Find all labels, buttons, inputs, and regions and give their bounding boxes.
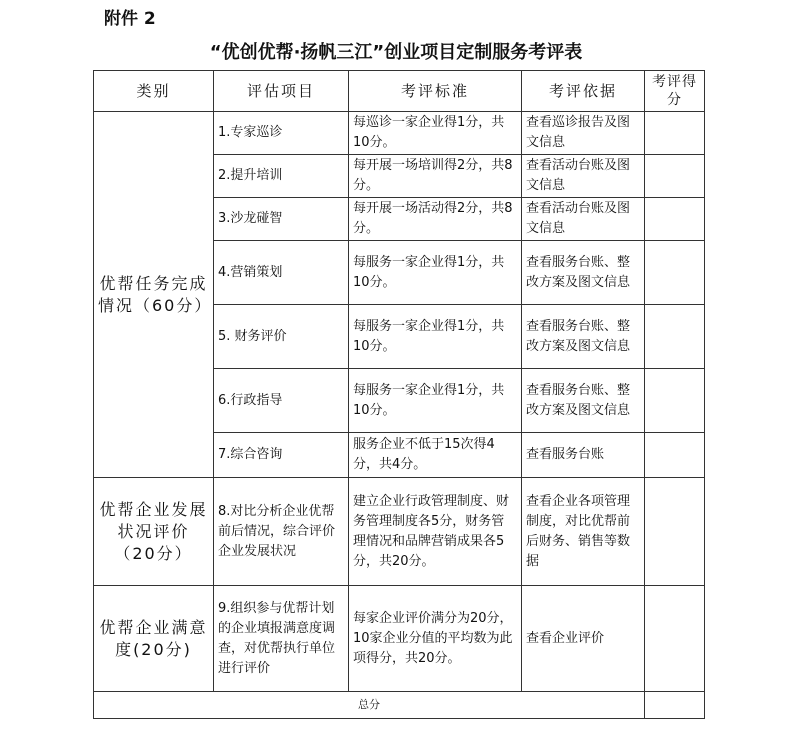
- document-title: “优创优帮·扬帆三江”创业项目定制服务考评表: [209, 42, 583, 63]
- score-cell[interactable]: [645, 241, 705, 305]
- attachment-label: 附件 2: [104, 9, 156, 29]
- item-cell: 5. 财务评价: [214, 305, 349, 369]
- score-cell[interactable]: [645, 478, 705, 586]
- standard-cell: 每服务一家企业得1分，共10分。: [349, 305, 522, 369]
- header-standard: 考评标准: [349, 71, 522, 112]
- header-row: [94, 71, 705, 112]
- header-score: 考评得分: [645, 71, 705, 112]
- standard-cell: 服务企业不低于15次得4分，共4分。: [349, 433, 522, 478]
- total-row: [94, 692, 705, 719]
- item-cell: 3.沙龙碰智: [214, 198, 349, 241]
- header-item: 评估项目: [214, 71, 349, 112]
- item-cell: 9.组织参与优帮计划的企业填报满意度调查，对优帮执行单位进行评价: [214, 586, 349, 692]
- category-satisfaction: 优帮企业满意度(20分): [94, 586, 214, 692]
- table-row: [94, 112, 705, 155]
- basis-cell: 查看服务台账、整改方案及图文信息: [522, 305, 645, 369]
- basis-cell: 查看活动台账及图文信息: [522, 155, 645, 198]
- item-cell: 2.提升培训: [214, 155, 349, 198]
- item-cell: 7.综合咨询: [214, 433, 349, 478]
- category-development-status: 优帮企业发展状况评价（20分）: [94, 478, 214, 586]
- total-label: 总分: [94, 692, 645, 719]
- item-cell: 8.对比分析企业优帮前后情况，综合评价企业发展状况: [214, 478, 349, 586]
- basis-cell: 查看企业评价: [522, 586, 645, 692]
- basis-cell: 查看活动台账及图文信息: [522, 198, 645, 241]
- basis-cell: 查看企业各项管理制度，对比优帮前后财务、销售等数据: [522, 478, 645, 586]
- category-task-completion: 优帮任务完成情况（60分）: [94, 112, 214, 478]
- total-score-cell[interactable]: [645, 692, 705, 719]
- score-cell[interactable]: [645, 433, 705, 478]
- evaluation-table: [93, 70, 705, 719]
- basis-cell: 查看巡诊报告及图文信息: [522, 112, 645, 155]
- table-row: [94, 586, 705, 692]
- standard-cell: 建立企业行政管理制度、财务管理制度各5分，财务管理情况和品牌营销成果各5分，共20分。: [349, 478, 522, 586]
- standard-cell: 每巡诊一家企业得1分，共10分。: [349, 112, 522, 155]
- standard-cell: 每家企业评价满分为20分，10家企业分值的平均数为此项得分，共20分。: [349, 586, 522, 692]
- standard-cell: 每开展一场活动得2分，共8分。: [349, 198, 522, 241]
- header-basis: 考评依据: [522, 71, 645, 112]
- item-cell: 4.营销策划: [214, 241, 349, 305]
- standard-cell: 每服务一家企业得1分，共10分。: [349, 241, 522, 305]
- standard-cell: 每服务一家企业得1分，共10分。: [349, 369, 522, 433]
- score-cell[interactable]: [645, 369, 705, 433]
- item-cell: 1.专家巡诊: [214, 112, 349, 155]
- score-cell[interactable]: [645, 586, 705, 692]
- header-category: 类别: [94, 71, 214, 112]
- score-cell[interactable]: [645, 112, 705, 155]
- standard-cell: 每开展一场培训得2分，共8分。: [349, 155, 522, 198]
- table-row: [94, 478, 705, 586]
- score-cell[interactable]: [645, 155, 705, 198]
- score-cell[interactable]: [645, 198, 705, 241]
- basis-cell: 查看服务台账: [522, 433, 645, 478]
- basis-cell: 查看服务台账、整改方案及图文信息: [522, 369, 645, 433]
- item-cell: 6.行政指导: [214, 369, 349, 433]
- basis-cell: 查看服务台账、整改方案及图文信息: [522, 241, 645, 305]
- score-cell[interactable]: [645, 305, 705, 369]
